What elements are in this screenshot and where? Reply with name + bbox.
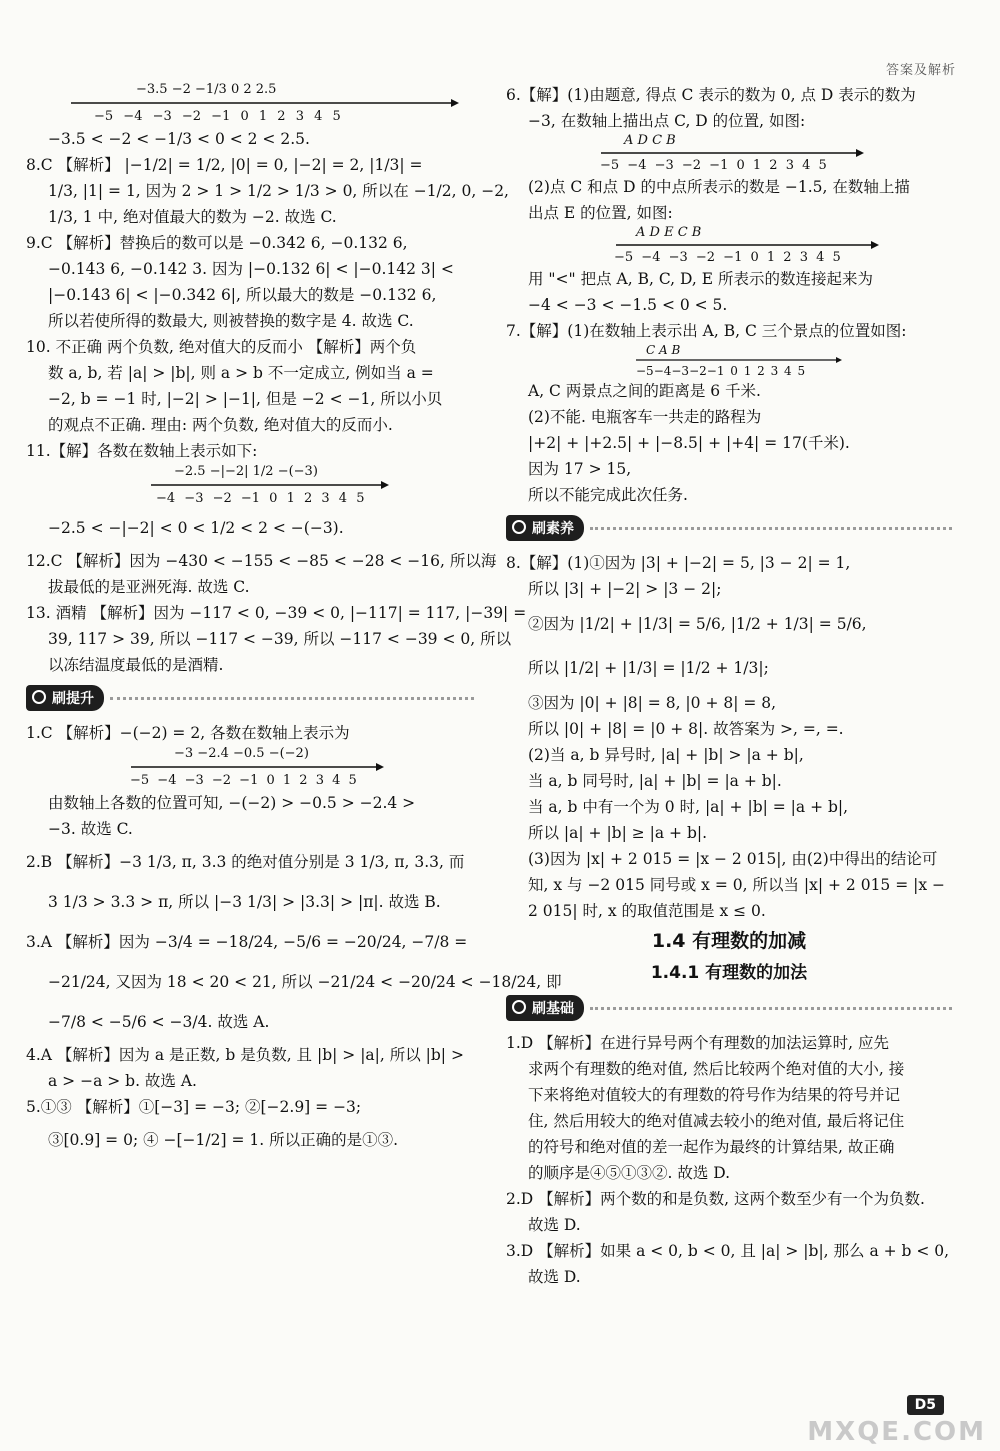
q13-line-3: 以冻结温度最低的是酒精. — [48, 656, 224, 674]
q11-block — [26, 438, 474, 548]
r8-line-13: 2 015| 时, x 的取值范围是 x ≤ 0. — [528, 902, 766, 920]
p1-block — [26, 720, 474, 842]
p3-line-1: 3.A 【解析】因为 −3/4 = −18/24, −5/6 = −20/24, −7/8 = — [26, 933, 468, 951]
banner-shua-jichu-label: 刷基础 — [506, 995, 584, 1021]
r7-line-5: 因为 17 > 15, — [528, 460, 632, 478]
banner-shua-jichu — [506, 994, 952, 1022]
q10-line-2: 数 a, b, 若 |a| > |b|, 则 a > b 不一定成立, 例如当 a = — [48, 364, 434, 382]
b2-line-1: 2.D 【解析】两个数的和是负数, 这两个数至少有一个为负数. — [506, 1190, 925, 1208]
number-line-3-axis — [26, 762, 466, 772]
q13-block — [26, 600, 527, 678]
r8-line-1: 8.【解】(1)①因为 |3| + |−2| = 5, |3 − 2| = 1, — [506, 554, 851, 572]
watermark: MXQE.COM — [807, 1417, 986, 1447]
q13-line-1: 13. 酒精 【解析】因为 −117 < 0, −39 < 0, |−117| = 117, |−39| = — [26, 604, 527, 622]
q12-line-1: 12.C 【解析】因为 −430 < −155 < −85 < −28 < −16, 所以海 — [26, 552, 497, 570]
p5-line-2: ③[0.9] = 0; ④ −[−1/2] = 1. 所以正确的是①③. — [48, 1131, 399, 1149]
p4-line-1: 4.A 【解析】因为 a 是正数, b 是负数, 且 |b| > |a|, 所以 |b| > — [26, 1046, 464, 1064]
number-line-3-labels: −3 −2.4 −0.5 −(−2) — [174, 746, 309, 761]
page-number: D5 — [907, 1395, 944, 1415]
b1-line-6: 的顺序是④⑤①③②. 故选 D. — [528, 1164, 731, 1182]
q9-block — [26, 230, 474, 334]
r8-line-7: (2)当 a, b 异号时, |a| + |b| > |a + b|, — [528, 746, 804, 764]
r6-line-2: −3, 在数轴上描出点 C, D 的位置, 如图: — [528, 112, 806, 130]
q13-line-2: 39, 117 > 39, 所以 −117 < −39, 所以 −117 < −39 < 0, 所以 — [48, 630, 512, 648]
r7-line-6: 所以不能完成此次任务. — [528, 486, 688, 504]
q9-line-4: 所以若使所得的数最大, 则被替换的数字是 4. 故选 C. — [48, 312, 414, 330]
r8-line-9: 当 a, b 中有一个为 0 时, |a| + |b| = |a + b|, — [528, 798, 849, 816]
banner-shua-tisheng-label: 刷提升 — [26, 685, 104, 711]
b1-line-2: 求两个有理数的绝对值, 然后比较两个绝对值的大小, 接 — [528, 1060, 905, 1078]
number-line-1 — [26, 82, 474, 126]
b1-line-5: 的符号和绝对值的差一起作为最终的计算结果, 故正确 — [528, 1138, 895, 1156]
q8-block — [26, 152, 509, 230]
q12-line-2: 拔最低的是亚洲死海. 故选 C. — [48, 578, 250, 596]
q9-line-3: |−0.143 6| < |−0.342 6|, 所以最大的数是 −0.132 6, — [48, 286, 437, 304]
p2-line-1: 2.B 【解析】−3 1/3, π, 3.3 的绝对值分别是 3 1/3, π, 3.3, 而 — [26, 853, 465, 871]
number-line-6-axis — [506, 356, 946, 364]
r8-line-4: 所以 |1/2| + |1/3| = |1/2 + 1/3|; — [528, 659, 769, 677]
q10-block — [26, 334, 474, 438]
number-line-2-axis — [26, 480, 466, 490]
r8-line-12: 知, x 与 −2 015 同号或 x = 0, 所以当 |x| + 2 015 = |x − — [528, 876, 946, 894]
banner-divider — [110, 697, 474, 700]
number-line-4-labels: A D C B — [624, 133, 676, 148]
q8-line-1: 8.C 【解析】 |−1/2| = 1/2, |0| = 0, |−2| = 2, |1/3| = — [26, 156, 423, 174]
p4-line-2: a > −a > b. 故选 A. — [48, 1072, 197, 1090]
r8-line-8: 当 a, b 同号时, |a| + |b| = |a + b|. — [528, 772, 782, 790]
number-line-4-axis — [506, 148, 946, 158]
p1-line-3: −3. 故选 C. — [48, 820, 133, 838]
number-line-1-labels: −3.5 −2 −1/3 0 2 2.5 — [136, 82, 277, 97]
p1-line-2: 由数轴上各数的位置可知, −(−2) > −0.5 > −2.4 > — [48, 794, 416, 812]
number-line-5-ticks: −5 −4 −3 −2 −1 0 1 2 3 4 5 — [614, 250, 841, 265]
p3-line-3: −7/8 < −5/6 < −3/4. 故选 A. — [48, 1013, 270, 1031]
number-line-6-ticks: −5−4−3−2−1 0 1 2 3 4 5 — [636, 364, 806, 378]
r6-line-1: 6.【解】(1)由题意, 得点 C 表示的数为 0, 点 D 表示的数为 — [506, 86, 916, 104]
r7-line-4: |+2| + |+2.5| + |−8.5| + |+4| = 17(千米). — [528, 434, 850, 452]
r6-line-5: 用 "<" 把点 A, B, C, D, E 所表示的数连接起来为 — [528, 270, 873, 288]
number-line-2-labels: −2.5 −|−2| 1/2 −(−3) — [174, 464, 318, 479]
q11-order: −2.5 < −|−2| < 0 < 1/2 < 2 < −(−3). — [48, 519, 344, 537]
r8-line-11: (3)因为 |x| + 2 015 = |x − 2 015|, 由(2)中得出的结论可 — [528, 850, 938, 868]
subsection-title: 1.4.1 有理数的加法 — [650, 963, 808, 983]
b2-line-2: 故选 D. — [528, 1216, 581, 1234]
section-title: 1.4 有理数的加减 — [651, 930, 807, 952]
q8-line-3: 1/3, 1 中, 绝对值最大的数为 −2. 故选 C. — [48, 208, 337, 226]
b3-line-1: 3.D 【解析】如果 a < 0, b < 0, 且 |a| > |b|, 那么 a + b < 0, — [506, 1242, 950, 1260]
p3-line-2: −21/24, 又因为 18 < 20 < 21, 所以 −21/24 < −20/24 < −18/24, 即 — [48, 973, 562, 991]
number-line-3-ticks: −5 −4 −3 −2 −1 0 1 2 3 4 5 — [130, 773, 357, 788]
b1-line-4: 住, 然后用较大的绝对值减去较小的绝对值, 最后将记住 — [528, 1112, 905, 1130]
number-line-4-ticks: −5 −4 −3 −2 −1 0 1 2 3 4 5 — [600, 158, 827, 173]
right-column — [506, 82, 952, 1290]
running-header: 答案及解析 — [885, 63, 956, 78]
banner-divider — [590, 1007, 952, 1010]
p2-block — [26, 842, 474, 922]
b3-block — [506, 1238, 952, 1290]
p1-line-1: 1.C 【解析】−(−2) = 2, 各数在数轴上表示为 — [26, 724, 350, 742]
number-line-1-ticks: −5 −4 −3 −2 −1 0 1 2 3 4 5 — [94, 109, 341, 124]
r6-line-3: (2)点 C 和点 D 的中点所表示的数是 −1.5, 在数轴上描 — [528, 178, 910, 196]
r8-block — [506, 550, 952, 924]
r7-block — [506, 318, 952, 508]
p4-block — [26, 1042, 474, 1094]
number-line-5-axis — [506, 240, 946, 250]
q10-line-1: 10. 不正确 两个负数, 绝对值大的反而小 【解析】两个负 — [26, 338, 417, 356]
r6-block — [506, 82, 952, 318]
r7-line-1: 7.【解】(1)在数轴上表示出 A, B, C 三个景点的位置如图: — [506, 322, 907, 340]
b1-line-3: 下来将绝对值较大的有理数的符号作为结果的符号并记 — [528, 1086, 901, 1104]
r8-line-3: ②因为 |1/2| + |1/3| = 5/6, |1/2 + 1/3| = 5/6, — [528, 615, 867, 633]
q10-line-4: 的观点不正确. 理由: 两个负数, 绝对值大的反而小. — [48, 416, 393, 434]
r8-line-5: ③因为 |0| + |8| = 8, |0 + 8| = 8, — [528, 694, 777, 712]
p2-line-2: 3 1/3 > 3.3 > π, 所以 |−3 1/3| > |3.3| > |π|. 故选 B. — [48, 893, 441, 911]
q7-order: −3.5 < −2 < −1/3 < 0 < 2 < 2.5. — [48, 130, 310, 148]
b3-line-2: 故选 D. — [528, 1268, 581, 1286]
q8-line-2: 1/3, |1| = 1, 因为 2 > 1 > 1/2 > 1/3 > 0, 所以在 −1/2, 0, −2, — [48, 182, 509, 200]
q12-block — [26, 548, 497, 600]
number-line-6-labels: C A B — [646, 343, 681, 357]
p5-line-1: 5.①③ 【解析】①[−3] = −3; ②[−2.9] = −3; — [26, 1098, 362, 1116]
q9-line-2: −0.143 6, −0.142 3. 因为 |−0.132 6| < |−0.142 3| < — [48, 260, 454, 278]
r8-line-2: 所以 |3| + |−2| > |3 − 2|; — [528, 580, 722, 598]
r6-line-6: −4 < −3 < −1.5 < 0 < 5. — [528, 296, 728, 314]
b2-block — [506, 1186, 952, 1238]
number-line-2-ticks: −4 −3 −2 −1 0 1 2 3 4 5 — [156, 491, 365, 506]
r7-line-3: (2)不能. 电瓶客车一共走的路程为 — [528, 408, 762, 426]
banner-shua-suyang-label: 刷素养 — [506, 515, 584, 541]
q9-line-1: 9.C 【解析】替换后的数可以是 −0.342 6, −0.132 6, — [26, 234, 408, 252]
r7-line-2: A, C 两景点之间的距离是 6 千米. — [528, 382, 761, 400]
banner-shua-suyang — [506, 514, 952, 542]
number-line-1-axis — [26, 98, 466, 108]
r6-line-4: 出点 E 的位置, 如图: — [528, 204, 673, 222]
p5-block — [26, 1094, 474, 1160]
number-line-5-labels: A D E C B — [636, 225, 702, 240]
r8-line-10: 所以 |a| + |b| ≥ |a + b|. — [528, 824, 708, 842]
q10-line-3: −2, b = −1 时, |−2| > |−1|, 但是 −2 < −1, 所以小贝 — [48, 390, 443, 408]
banner-shua-tisheng — [26, 684, 474, 712]
r8-line-6: 所以 |0| + |8| = |0 + 8|. 故答案为 >, =, =. — [528, 720, 844, 738]
b1-block — [506, 1030, 952, 1186]
banner-divider — [590, 527, 952, 530]
b1-line-1: 1.D 【解析】在进行异号两个有理数的加法运算时, 应先 — [506, 1034, 889, 1052]
q11-head: 11.【解】各数在数轴上表示如下: — [26, 442, 258, 460]
